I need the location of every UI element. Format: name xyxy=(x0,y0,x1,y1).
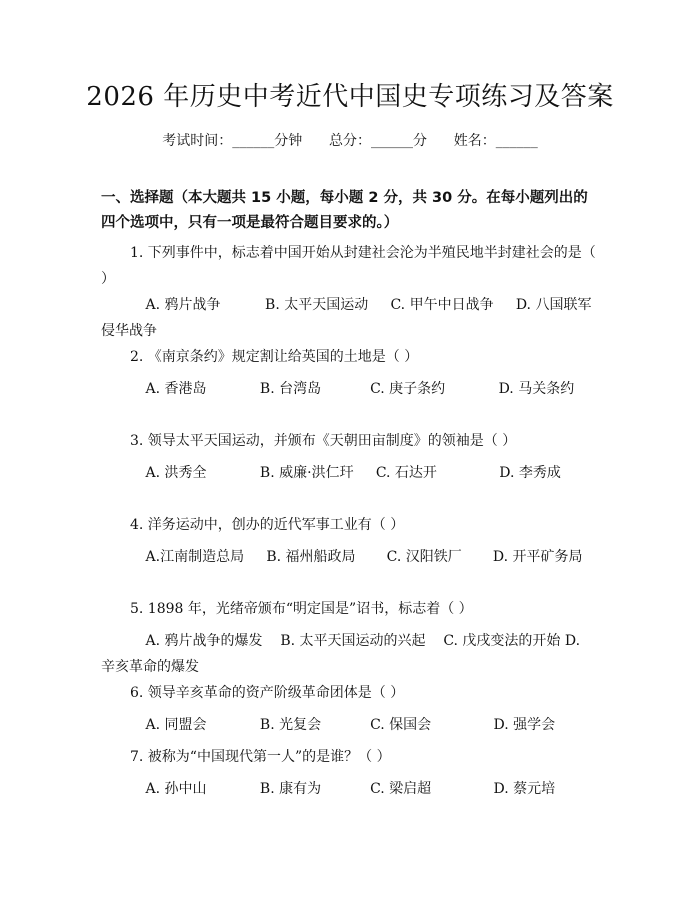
section-heading: 一、选择题（本大题共 15 小题，每小题 2 分，共 30 分。在每小题列出的四个选项中，只有一项是最符合题目要求的。） xyxy=(101,190,588,231)
question-3-options: A. 洪秀全 B. 威廉·洪仁玕 C. 石达开 D. 李秀成 xyxy=(101,465,561,481)
question-7-stem: 7. 被称为“中国现代第一人”的是谁？（ ） xyxy=(130,749,391,765)
question-6-options: A. 同盟会 B. 光复会 C. 保国会 D. 强学会 xyxy=(101,717,556,733)
question-6-stem: 6. 领导辛亥革命的资产阶级革命团体是（ ） xyxy=(130,685,405,701)
question-4-stem: 4. 洋务运动中，创办的近代军事工业有（ ） xyxy=(130,517,405,533)
question-1-stem: 1. 下列事件中，标志着中国开始从封建社会沦为半殖民地半封建社会的是（ ） xyxy=(101,245,596,287)
question-1-options: A. 鸦片战争 B. 太平天国运动 C. 甲午中日战争 D. 八国联军侵华战争 xyxy=(101,297,592,339)
question-5-options: A. 鸦片战争的爆发 B. 太平天国运动的兴起 C. 戊戌变法的开始 D. 辛亥革命的爆发 xyxy=(101,633,585,675)
question-2-options: A. 香港岛 B. 台湾岛 C. 庚子条约 D. 马关条约 xyxy=(101,381,575,397)
page-title: 2026 年历史中考近代中国史专项练习及答案 xyxy=(86,82,614,112)
question-3-stem: 3. 领导太平天国运动，并颁布《天朝田亩制度》的领袖是（ ） xyxy=(130,433,517,449)
question-4-options: A.江南制造总局 B. 福州船政局 C. 汉阳铁厂 D. 开平矿务局 xyxy=(101,549,583,565)
exam-meta: 考试时间：______分钟 总分：______分 姓名：______ xyxy=(162,133,538,149)
question-5-stem: 5. 1898 年，光绪帝颁布“明定国是”诏书，标志着（ ） xyxy=(130,601,473,617)
question-7-options: A. 孙中山 B. 康有为 C. 梁启超 D. 蔡元培 xyxy=(101,781,556,797)
question-2-stem: 2. 《南京条约》规定割让给英国的土地是（ ） xyxy=(130,349,419,365)
